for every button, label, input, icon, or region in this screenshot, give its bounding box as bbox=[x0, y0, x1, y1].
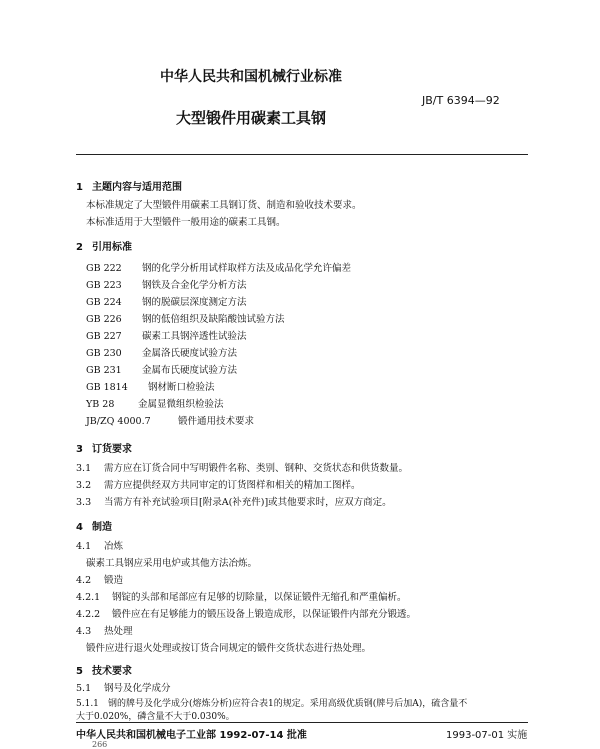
standard-code: JB/T 6394—92 bbox=[422, 94, 500, 107]
header-divider bbox=[76, 154, 528, 155]
clause-label: 锻造 bbox=[104, 575, 124, 586]
reference-item bbox=[86, 260, 351, 274]
clause-text: 钢锭的头部和尾部应有足够的切除量，以保证锻件无缩孔和严重偏析。 bbox=[112, 592, 407, 603]
clause-4-1 bbox=[76, 538, 123, 552]
section-title: 制造 bbox=[92, 522, 112, 533]
reference-item bbox=[86, 311, 285, 325]
paragraph: 本标准规定了大型锻件用碳素工具钢订货、制造和验收技术要求。 bbox=[86, 200, 362, 211]
clause-4-3 bbox=[76, 623, 133, 637]
reference-name: 钢的低倍组织及缺陷酸蚀试验方法 bbox=[142, 314, 285, 325]
reference-item bbox=[86, 413, 254, 427]
reference-name: 钢铁及合金化学分析方法 bbox=[142, 280, 247, 291]
paragraph: 本标准适用于大型锻件一般用途的碳素工具钢。 bbox=[86, 217, 286, 228]
section-number: 3 bbox=[76, 444, 83, 455]
section-5-heading bbox=[76, 662, 132, 677]
reference-name: 碳素工具钢淬透性试验法 bbox=[142, 331, 247, 342]
footer-divider bbox=[76, 722, 528, 723]
section-3-heading bbox=[76, 440, 132, 455]
section-number: 2 bbox=[76, 242, 83, 253]
clause-number: 5.1.1 bbox=[76, 699, 99, 709]
clause-text: 需方应在订货合同中写明锻件名称、类别、钢种、交货状态和供货数量。 bbox=[104, 463, 409, 474]
paragraph: 碳素工具钢应采用电炉或其他方法冶炼。 bbox=[86, 558, 258, 569]
clause-4-2 bbox=[76, 572, 123, 586]
reference-code: JB/ZQ 4000.7 bbox=[86, 416, 151, 427]
clause-3-2 bbox=[76, 477, 361, 491]
section-2-heading bbox=[76, 238, 132, 253]
section-number: 1 bbox=[76, 182, 83, 193]
reference-code: GB 227 bbox=[86, 331, 122, 342]
clause-3-3 bbox=[76, 494, 392, 508]
paragraph: 锻件应进行退火处理或按订货合同规定的锻件交货状态进行热处理。 bbox=[86, 643, 372, 654]
reference-item bbox=[86, 362, 237, 376]
page-number: 266 bbox=[92, 740, 108, 749]
document-title: 大型锻件用碳素工具钢 bbox=[176, 109, 327, 127]
reference-item bbox=[86, 294, 247, 308]
reference-code: GB 1814 bbox=[86, 382, 128, 393]
reference-name: 钢材断口检验法 bbox=[148, 382, 215, 393]
reference-name: 金属洛氏硬度试验方法 bbox=[142, 348, 238, 359]
clause-label: 热处理 bbox=[104, 626, 133, 637]
clause-number: 3.3 bbox=[76, 497, 92, 508]
reference-code: GB 224 bbox=[86, 297, 122, 308]
section-title: 技术要求 bbox=[92, 666, 132, 677]
reference-code: GB 230 bbox=[86, 348, 122, 359]
clause-number: 4.2.1 bbox=[76, 592, 101, 603]
clause-number: 4.2.2 bbox=[76, 609, 101, 620]
clause-text: 需方应提供经双方共同审定的订货图样和相关的精加工图样。 bbox=[104, 480, 361, 491]
clause-5-1 bbox=[76, 680, 171, 694]
clause-number: 4.2 bbox=[76, 575, 92, 586]
reference-item bbox=[86, 379, 215, 393]
clause-4-2-2 bbox=[76, 606, 416, 620]
reference-item bbox=[86, 328, 247, 342]
section-4-heading bbox=[76, 518, 112, 533]
section-number: 5 bbox=[76, 666, 83, 677]
section-1-heading bbox=[76, 178, 182, 193]
clause-number: 3.1 bbox=[76, 463, 92, 474]
clause-5-1-1 bbox=[76, 696, 467, 709]
paragraph-continuation: 大于0.020%，磷含量不大于0.030%。 bbox=[76, 712, 235, 722]
clause-number: 4.3 bbox=[76, 626, 92, 637]
reference-name: 钢的脱碳层深度测定方法 bbox=[142, 297, 247, 308]
approval-line: 中华人民共和国机械电子工业部 1992-07-14 批准 bbox=[76, 730, 307, 741]
effective-date: 1993-07-01 实施 bbox=[446, 730, 528, 741]
reference-code: GB 222 bbox=[86, 263, 122, 274]
clause-number: 4.1 bbox=[76, 541, 92, 552]
clause-number: 3.2 bbox=[76, 480, 92, 491]
section-title: 引用标准 bbox=[92, 242, 132, 253]
clause-label: 钢号及化学成分 bbox=[104, 683, 171, 694]
clause-number: 5.1 bbox=[76, 683, 92, 694]
reference-code: YB 28 bbox=[86, 399, 115, 410]
clause-text: 锻件应在有足够能力的锻压设备上锻造成形，以保证锻件内部充分锻透。 bbox=[112, 609, 417, 620]
reference-name: 钢的化学分析用试样取样方法及成品化学允许偏差 bbox=[142, 263, 352, 274]
reference-item bbox=[86, 396, 224, 410]
clause-3-1 bbox=[76, 460, 408, 474]
standard-organization: 中华人民共和国机械行业标准 bbox=[160, 69, 342, 85]
reference-code: GB 223 bbox=[86, 280, 122, 291]
clause-text: 钢的牌号及化学成分(熔炼分析)应符合表1的规定。采用高级优质钢(牌号后加A)，硫含量不 bbox=[108, 699, 468, 709]
reference-item bbox=[86, 345, 237, 359]
reference-name: 金属布氏硬度试验方法 bbox=[142, 365, 238, 376]
reference-code: GB 231 bbox=[86, 365, 122, 376]
section-title: 主题内容与适用范围 bbox=[92, 182, 182, 193]
clause-text: 当需方有补充试验项目[附录A(补充件)]或其他要求时，应双方商定。 bbox=[104, 497, 392, 508]
reference-code: GB 226 bbox=[86, 314, 122, 325]
clause-4-2-1 bbox=[76, 589, 407, 603]
section-number: 4 bbox=[76, 522, 83, 533]
clause-label: 冶炼 bbox=[104, 541, 124, 552]
reference-name: 锻件通用技术要求 bbox=[178, 416, 255, 427]
section-title: 订货要求 bbox=[92, 444, 132, 455]
reference-name: 金属显微组织检验法 bbox=[138, 399, 224, 410]
reference-item bbox=[86, 277, 247, 291]
